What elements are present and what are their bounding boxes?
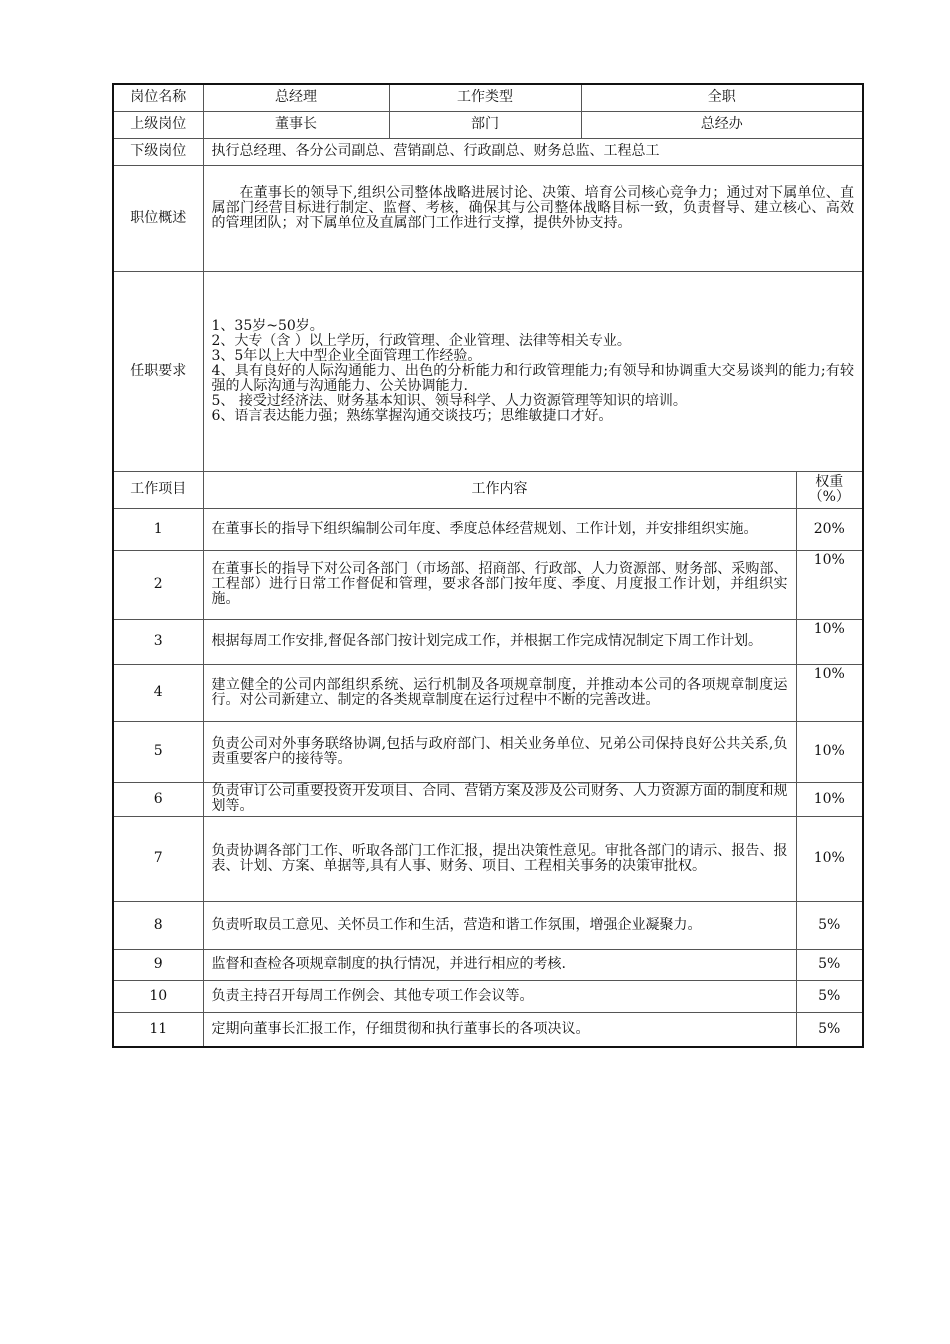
duty-row <box>113 980 863 1012</box>
duty-weight: 5% <box>796 901 863 949</box>
requirements-label: 任职要求 <box>113 271 203 471</box>
superior-label: 上级岗位 <box>113 111 203 138</box>
duty-row <box>113 619 863 664</box>
position-name-label: 岗位名称 <box>113 84 203 111</box>
duty-weight: 10% <box>796 664 863 721</box>
subordinate-value: 执行总经理、各分公司副总、营销副总、行政副总、财务总监、工程总工 <box>203 138 863 165</box>
department-label: 部门 <box>389 111 581 138</box>
duty-content: 负责公司对外事务联络协调,包括与政府部门、相关业务单位、兄弟公司保持良好公共关系,负责重要客户的接待等。 <box>203 721 796 782</box>
duty-number: 1 <box>113 508 203 550</box>
overview-text: 在董事长的领导下,组织公司整体战略进展讨论、决策、培育公司核心竞争力；通过对下属单位、直属部门经营目标进行制定、监督、考核，确保其与公司整体战略目标一致，负责督导、建立核心、高效的管理团队；对下属单位及直属部门工作进行支撑，提供外协支持。 <box>203 165 863 271</box>
duty-content: 负责协调各部门工作、听取各部门工作汇报，提出决策性意见。审批各部门的请示、报告、报表、计划、方案、单据等,具有人事、财务、项目、工程相关事务的决策审批权。 <box>203 816 796 901</box>
duty-row <box>113 949 863 980</box>
duty-number: 11 <box>113 1012 203 1047</box>
duty-weight-header: 权重 （%） <box>796 471 863 508</box>
duty-number: 8 <box>113 901 203 949</box>
duty-row <box>113 816 863 901</box>
duty-weight: 5% <box>796 949 863 980</box>
duty-row <box>113 508 863 550</box>
department-value: 总经办 <box>581 111 863 138</box>
duty-number: 6 <box>113 782 203 816</box>
duty-number: 9 <box>113 949 203 980</box>
duty-content: 负责主持召开每周工作例会、其他专项工作会议等。 <box>203 980 796 1012</box>
work-type-value: 全职 <box>581 84 863 111</box>
overview-row <box>113 165 863 271</box>
duty-weight: 10% <box>796 782 863 816</box>
duty-number: 7 <box>113 816 203 901</box>
superior-value: 董事长 <box>203 111 389 138</box>
subordinate-label: 下级岗位 <box>113 138 203 165</box>
duty-number: 4 <box>113 664 203 721</box>
duty-content: 负责听取员工意见、关怀员工作和生活，营造和谐工作氛围，增强企业凝聚力。 <box>203 901 796 949</box>
duty-weight: 5% <box>796 980 863 1012</box>
duty-weight: 10% <box>796 619 863 664</box>
duties-header-row <box>113 471 863 508</box>
duty-number: 2 <box>113 550 203 619</box>
duty-number: 3 <box>113 619 203 664</box>
duty-content: 负责审订公司重要投资开发项目、合同、营销方案及涉及公司财务、人力资源方面的制度和规划等。 <box>203 782 796 816</box>
duty-weight: 20% <box>796 508 863 550</box>
overview-label: 职位概述 <box>113 165 203 271</box>
requirements-row <box>113 271 863 471</box>
duty-content: 定期向董事长汇报工作，仔细贯彻和执行董事长的各项决议。 <box>203 1012 796 1047</box>
duty-content: 根据每周工作安排,督促各部门按计划完成工作，并根据工作完成情况制定下周工作计划。 <box>203 619 796 664</box>
duty-content: 建立健全的公司内部组织系统、运行机制及各项规章制度，并推动本公司的各项规章制度运行。对公司新建立、制定的各类规章制度在运行过程中不断的完善改进。 <box>203 664 796 721</box>
header-row-1 <box>113 84 863 111</box>
duty-content-header: 工作内容 <box>203 471 796 508</box>
duty-row <box>113 664 863 721</box>
work-type-label: 工作类型 <box>389 84 581 111</box>
duty-weight: 10% <box>796 816 863 901</box>
duty-number: 5 <box>113 721 203 782</box>
duty-item-header: 工作项目 <box>113 471 203 508</box>
requirements-text: 1、35岁~50岁。 2、大专（含 ）以上学历，行政管理、企业管理、法律等相关专业。 3、5年以上大中型企业全面管理工作经验。 4、具有良好的人际沟通能力、出色的分析能力和行政管理能力;有领导和协调重大交易谈判的能力;有较强的人际沟通与沟通能力、公关协调能力. 5、 接受过经济法、财务基本知识、领导科学、人力资源管理等知识的培训。 6、语言表达能力强；熟练掌握沟通交谈技巧；思维敏捷口才好。 <box>203 271 863 471</box>
duty-row <box>113 721 863 782</box>
duty-weight: 10% <box>796 550 863 619</box>
duty-row <box>113 782 863 816</box>
job-description-table <box>112 83 864 1048</box>
duty-row <box>113 1012 863 1047</box>
duty-content: 监督和查检各项规章制度的执行情况，并进行相应的考核. <box>203 949 796 980</box>
duty-row <box>113 901 863 949</box>
header-row-3 <box>113 138 863 165</box>
duty-content: 在董事长的指导下对公司各部门（市场部、招商部、行政部、人力资源部、财务部、采购部、工程部）进行日常工作督促和管理，要求各部门按年度、季度、月度报工作计划，并组织实施。 <box>203 550 796 619</box>
duty-number: 10 <box>113 980 203 1012</box>
duty-weight: 5% <box>796 1012 863 1047</box>
duty-weight: 10% <box>796 721 863 782</box>
header-row-2 <box>113 111 863 138</box>
duty-content: 在董事长的指导下组织编制公司年度、季度总体经营规划、工作计划，并安排组织实施。 <box>203 508 796 550</box>
position-name-value: 总经理 <box>203 84 389 111</box>
duty-row <box>113 550 863 619</box>
